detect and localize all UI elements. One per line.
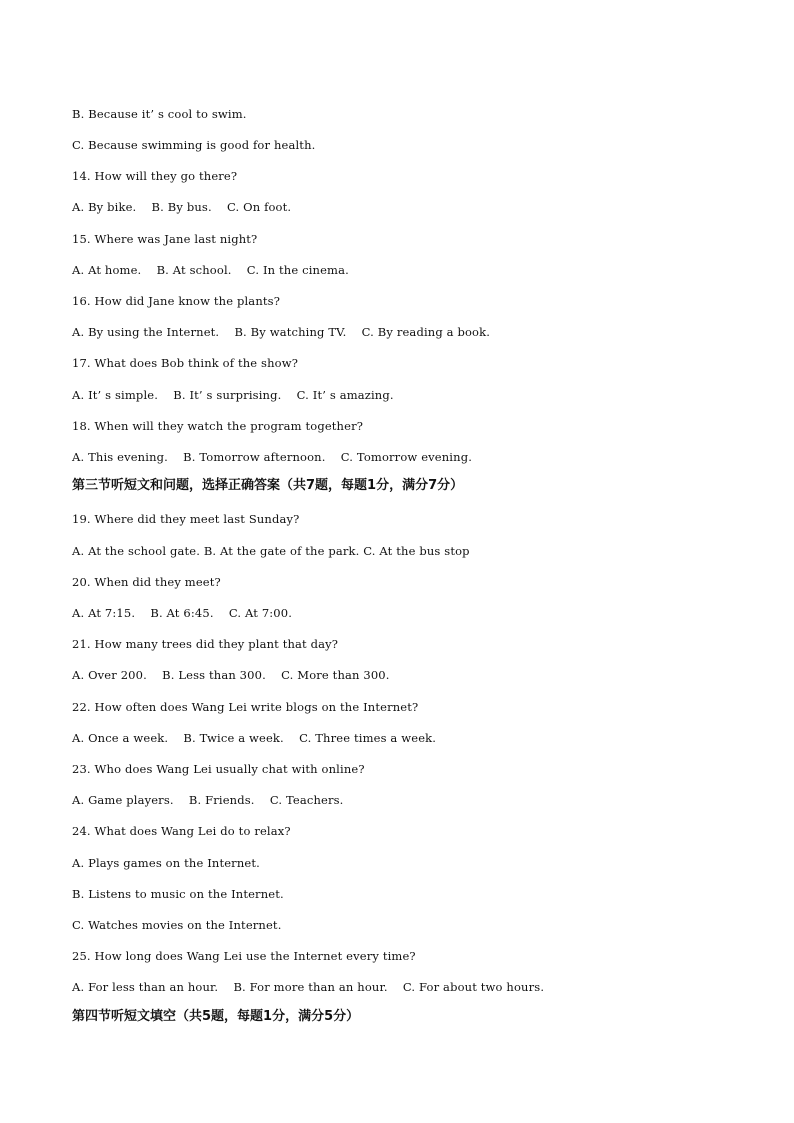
question-22: 22. How often does Wang Lei write blogs on the Internet? <box>72 700 419 714</box>
question-15: 15. Where was Jane last night? <box>72 232 258 246</box>
options-22: A. Once a week. B. Twice a week. C. Three times a week. <box>72 731 437 745</box>
question-18: 18. When will they watch the program together? <box>72 419 364 433</box>
section-3-heading: 第三节听短文和问题，选择正确答案（共7题，每题1分，满分7分） <box>72 478 464 493</box>
options-15: A. At home. B. At school. C. In the cinema. <box>72 263 349 277</box>
question-23: 23. Who does Wang Lei usually chat with online? <box>72 762 365 776</box>
options-20: A. At 7:15. B. At 6:45. C. At 7:00. <box>72 606 293 620</box>
option-13c: C. Because swimming is good for health. <box>72 138 316 152</box>
question-24: 24. What does Wang Lei do to relax? <box>72 824 291 838</box>
question-21: 21. How many trees did they plant that day? <box>72 637 339 651</box>
option-24a: A. Plays games on the Internet. <box>72 856 260 870</box>
options-16: A. By using the Internet. B. By watching TV. C. By reading a book. <box>72 325 491 339</box>
options-17: A. It’ s simple. B. It’ s surprising. C. It’ s amazing. <box>72 388 394 402</box>
section-4-heading: 第四节听短文填空（共5题，每题1分，满分5分） <box>72 1009 360 1024</box>
options-25: A. For less than an hour. B. For more than an hour. C. For about two hours. <box>72 980 545 994</box>
question-17: 17. What does Bob think of the show? <box>72 356 299 370</box>
options-21: A. Over 200. B. Less than 300. C. More than 300. <box>72 668 390 682</box>
question-16: 16. How did Jane know the plants? <box>72 294 281 308</box>
option-24c: C. Watches movies on the Internet. <box>72 918 282 932</box>
options-23: A. Game players. B. Friends. C. Teachers. <box>72 793 344 807</box>
option-24b: B. Listens to music on the Internet. <box>72 887 284 901</box>
options-14: A. By bike. B. By bus. C. On foot. <box>72 200 292 214</box>
option-13b: B. Because it’ s cool to swim. <box>72 107 247 121</box>
question-14: 14. How will they go there? <box>72 169 238 183</box>
question-19: 19. Where did they meet last Sunday? <box>72 512 300 526</box>
question-25: 25. How long does Wang Lei use the Internet every time? <box>72 949 416 963</box>
options-19: A. At the school gate. B. At the gate of the park. C. At the bus stop <box>72 544 470 558</box>
question-20: 20. When did they meet? <box>72 575 221 589</box>
options-18: A. This evening. B. Tomorrow afternoon. C. Tomorrow evening. <box>72 450 473 464</box>
